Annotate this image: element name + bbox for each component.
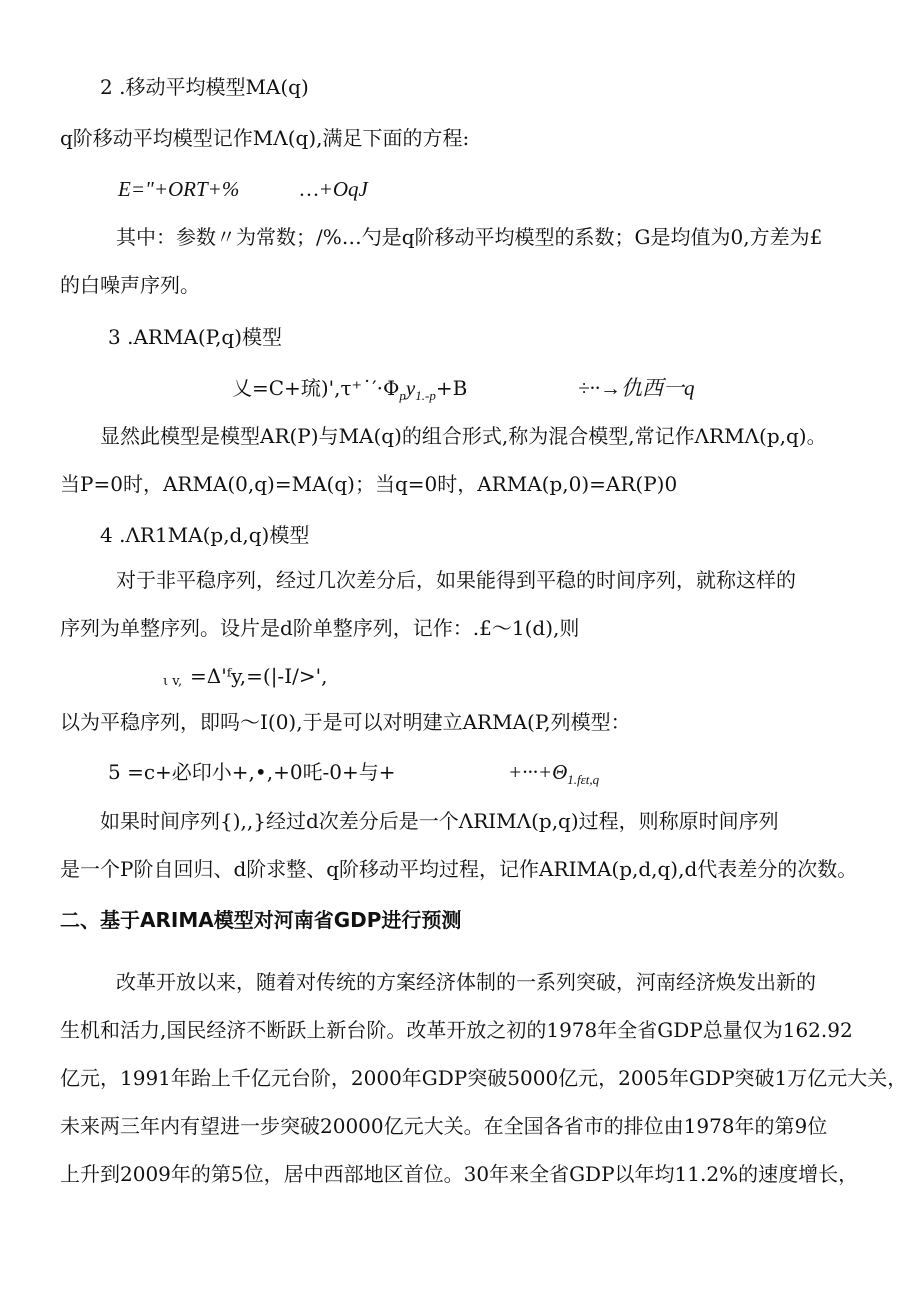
arima-equation-2-right: $+\cdot\cdot\cdot+\Theta_{1.f\varepsilon t,q}$ xyxy=(508,760,600,787)
arma-desc-line-2: 当P=0时，ARMA(0,q)=MA(q)；当q=0时，ARMA(p,0)=AR(P)0 xyxy=(60,472,678,496)
arma-desc-line-1: 显然此模型是模型AR(P)与MA(q)的组合形式,称为混合模型,常记作ΛRMΛ(p,q)。 xyxy=(100,424,827,448)
arima-desc-line-4: 如果时间序列{),,}经过d次差分后是一个ΛRIMΛ(p,q)过程，则称原时间序列 xyxy=(100,809,779,833)
gdp-para-line-2: 生机和活力,国民经济不断跃上新台阶。改革开放之初的1978年全省GDP总量仅为162.92 xyxy=(60,1018,853,1042)
gdp-para-line-3: 亿元，1991年跆上千亿元台阶，2000年GDP突破5000亿元，2005年GDP突破1万亿元大关， xyxy=(60,1066,908,1090)
section-arma-heading: 3 .ARMA(P,q)模型 xyxy=(108,325,283,349)
section-gdp-heading: 二、基于ARIMA模型对河南省GDP进行预测 xyxy=(60,908,462,932)
section-arima-heading: 4 .ΛR1MA(p,d,q)模型 xyxy=(100,523,310,547)
arima-equation-1-prefix: ι v, xyxy=(163,674,183,689)
section-ma-heading: 2 .移动平均模型MA(q) xyxy=(100,75,309,99)
ma-where-line-2: 的白噪声序列。 xyxy=(60,273,200,297)
ma-equation-right: …+OqJ xyxy=(300,177,368,201)
gdp-para-line-4: 未来两三年内有望进一步突破20000亿元大关。在全国各省市的排位由1978年的第9位 xyxy=(60,1114,828,1138)
arima-equation-2-left: 5 =c+必印小+,•,+0吒-0+与+ xyxy=(108,760,396,784)
ma-equation-left: E="+ORT+% xyxy=(118,177,240,201)
arma-equation-right: ÷··→仇西一q xyxy=(578,376,695,400)
gdp-para-line-1: 改革开放以来，随着对传统的方案经济体制的一系列突破，河南经济焕发出新的 xyxy=(116,970,816,994)
ma-where-line-1: 其中：参数〃为常数；/%…勺是q阶移动平均模型的系数；G是均值为0,方差为£ xyxy=(116,225,823,249)
arima-equation-1-body: =Δ'ᶠy,=(|-I/>', xyxy=(190,664,328,688)
arima-desc-line-1: 对于非平稳序列，经过几次差分后，如果能得到平稳的时间序列，就称这样的 xyxy=(116,568,796,592)
arima-desc-line-3: 以为平稳序列，即吗～I(0),于是可以对明建立ARMA(P,列模型： xyxy=(60,710,631,734)
section-ma-intro: q阶移动平均模型记作MΛ(q),满足下面的方程: xyxy=(60,126,470,150)
arima-desc-line-5: 是一个P阶自回归、d阶求整、q阶移动平均过程，记作ARIMA(p,d,q),d代表差分的次数。 xyxy=(60,857,858,881)
gdp-para-line-5: 上升到2009年的第5位，居中西部地区首位。30年来全省GDP以年均11.2%的速度增长， xyxy=(60,1162,859,1186)
arma-equation-left: 乂=C+琉)'$,\tau^+˙'\cdot\Phi_py_{1.-p}+B$ xyxy=(232,376,468,403)
arima-desc-line-2: 序列为单整序列。设片是d阶单整序列，记作：.£～1(d),则 xyxy=(60,616,580,640)
